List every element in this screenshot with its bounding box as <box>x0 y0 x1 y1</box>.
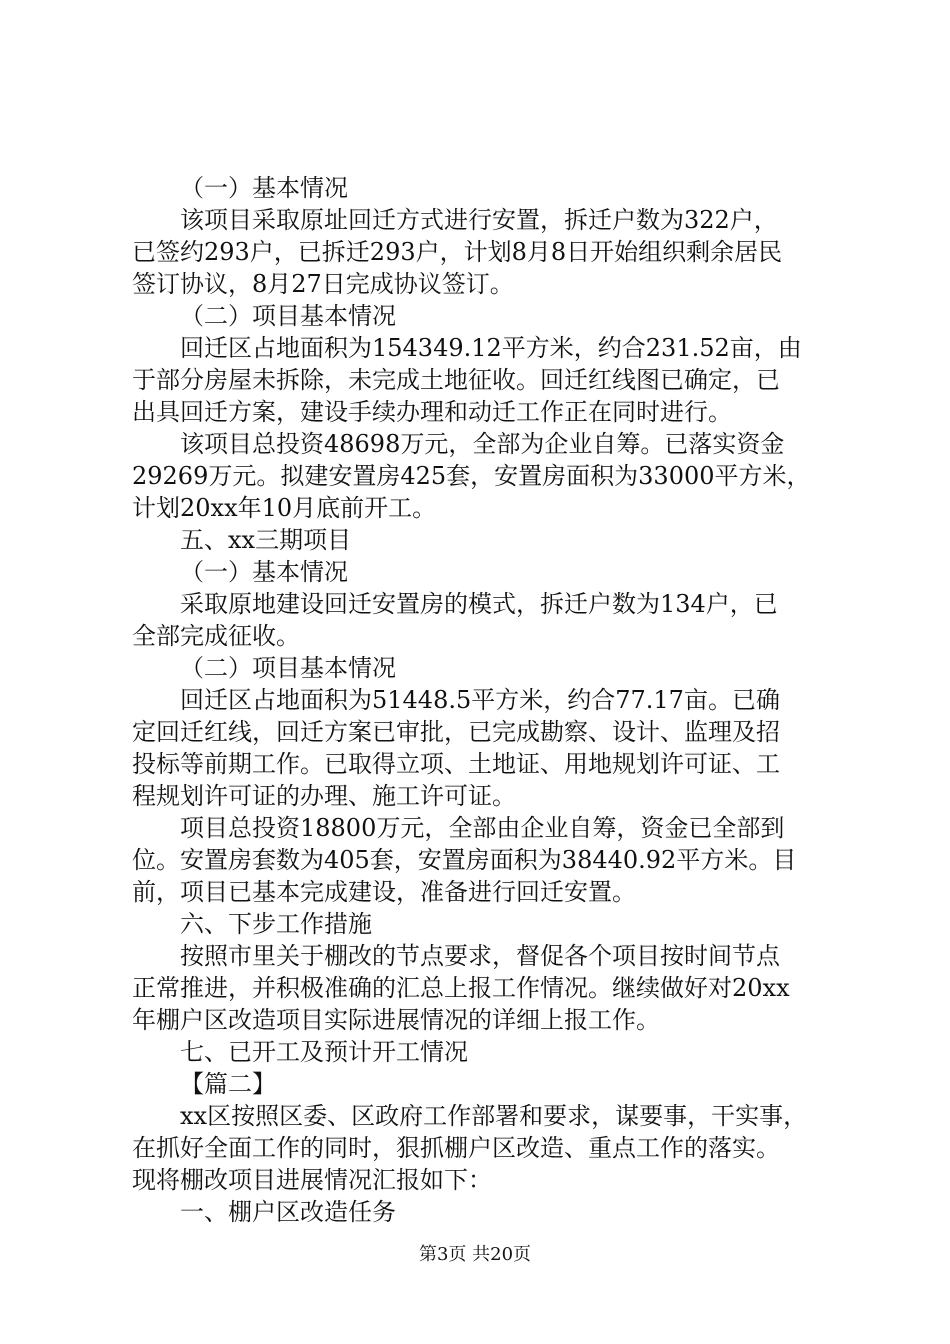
text-line: 在抓好全面工作的同时，狠抓棚户区改造、重点工作的落实。 <box>132 1134 780 1162</box>
text-line: 投标等前期工作。已取得立项、土地证、用地规划许可证、工 <box>132 750 780 778</box>
text-line: 该项目总投资48698万元，全部为企业自筹。已落实资金 <box>180 430 785 458</box>
text-line: 位。安置房套数为405套，安置房面积为38440.92平方米。目 <box>132 846 797 874</box>
text-line: 于部分房屋未拆除，未完成土地征收。回迁红线图已确定，已 <box>132 366 780 394</box>
section-heading: （二）项目基本情况 <box>180 302 396 330</box>
text-line: 全部完成征收。 <box>132 622 300 650</box>
document-body <box>132 172 832 1228</box>
text-line: 29269万元。拟建安置房425套，安置房面积为33000平方米， <box>132 462 811 490</box>
text-line: 已签约293户，已拆迁293户，计划8月8日开始组织剩余居民 <box>132 238 783 266</box>
part-heading: 【篇二】 <box>180 1070 276 1098</box>
text-line: xx区按照区委、区政府工作部署和要求，谋要事，干实事， <box>180 1102 808 1130</box>
section-heading: （一）基本情况 <box>180 558 348 586</box>
text-line: 采取原地建设回迁安置房的模式，拆迁户数为134户，已 <box>180 590 778 618</box>
page-number-footer: 第3页 共20页 <box>418 1244 532 1265</box>
text-line: 回迁区占地面积为154349.12平方米，约合231.52亩，由 <box>180 334 802 362</box>
text-line: 回迁区占地面积为51448.5平方米，约合77.17亩。已确 <box>180 686 780 714</box>
text-line: 正常推进，并积极准确的汇总上报工作情况。继续做好对20xx <box>132 974 790 1002</box>
section-heading: 一、棚户区改造任务 <box>180 1198 396 1226</box>
text-line: 年棚户区改造项目实际进展情况的详细上报工作。 <box>132 1006 660 1034</box>
section-heading: 六、下步工作措施 <box>180 910 372 938</box>
text-line: 出具回迁方案，建设手续办理和动迁工作正在同时进行。 <box>132 398 732 426</box>
section-heading: （二）项目基本情况 <box>180 654 396 682</box>
text-line: 程规划许可证的办理、施工许可证。 <box>132 782 516 810</box>
text-line: 计划20xx年10月底前开工。 <box>132 494 437 522</box>
text-line: 项目总投资18800万元，全部由企业自筹，资金已全部到 <box>180 814 785 842</box>
text-line: 按照市里关于棚改的节点要求，督促各个项目按时间节点 <box>180 942 780 970</box>
text-line: 签订协议，8月27日完成协议签订。 <box>132 270 514 298</box>
text-line: 定回迁红线，回迁方案已审批，已完成勘察、设计、监理及招 <box>132 718 780 746</box>
section-heading: （一）基本情况 <box>180 174 348 202</box>
section-heading: 五、xx三期项目 <box>180 526 352 554</box>
text-line: 前，项目已基本完成建设，准备进行回迁安置。 <box>132 878 636 906</box>
text-line: 现将棚改项目进展情况汇报如下： <box>132 1166 492 1194</box>
text-line: 该项目采取原址回迁方式进行安置，拆迁户数为322户， <box>180 206 778 234</box>
section-heading: 七、已开工及预计开工情况 <box>180 1038 468 1066</box>
